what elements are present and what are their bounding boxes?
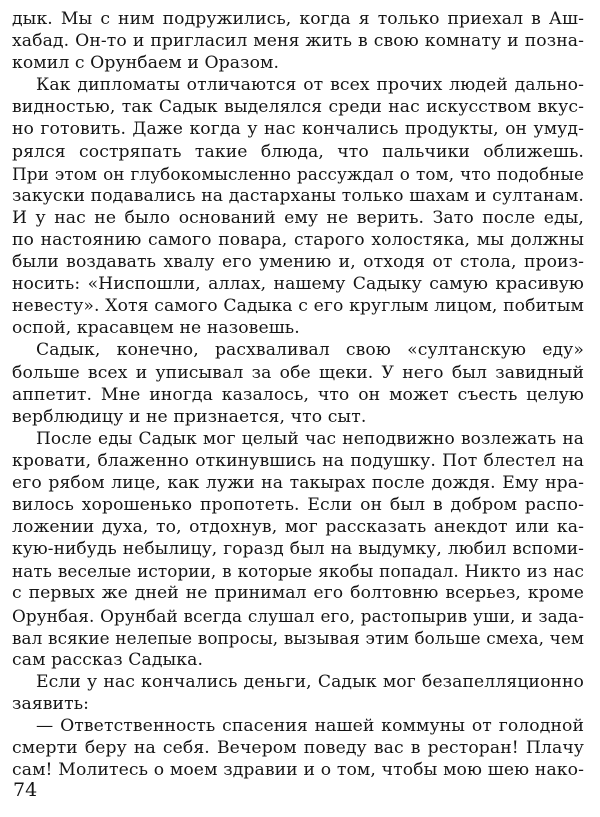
- page-number: 74: [13, 779, 38, 801]
- text-line: больше всех и уписывал за обе щеки. У него был завидный: [12, 362, 584, 383]
- text-line: кровати, блаженно откинувшись на подушку. Пот блестел на: [12, 450, 584, 471]
- paragraph-5: [12, 671, 584, 715]
- text-line: заявить:: [12, 693, 90, 714]
- text-line: носить: «Ниспошли, аллах, нашему Садыку самую красивую: [12, 274, 584, 295]
- text-line: нать веселые истории, в которые якобы попадал. Никто из нас: [12, 561, 584, 582]
- paragraph-6: [12, 715, 584, 781]
- text-line: ложении духа, то, отдохнув, мог рассказать анекдот или ка-: [12, 517, 584, 538]
- text-line: аппетит. Мне иногда казалось, что он может съесть целую: [12, 384, 584, 405]
- paragraph-4: [12, 428, 584, 671]
- text-line: Орунбая. Орунбай всегда слушал его, растопырив уши, и зада-: [12, 605, 584, 626]
- text-line: оспой, красавцем не назовешь.: [12, 318, 300, 339]
- text-line: закуски подавались на дастарханы только шахам и султанам.: [12, 185, 584, 206]
- text-line: верблюдицу и не признается, что сыт.: [12, 406, 367, 427]
- text-line: хабад. Он-то и пригласил меня жить в свою комнату и позна-: [12, 31, 584, 52]
- text-line: комил с Орунбаем и Оразом.: [12, 53, 280, 74]
- text-line: Если у нас кончались деньги, Садык мог безапелляционно: [36, 671, 584, 692]
- text-line: сам рассказ Садыка.: [12, 649, 204, 670]
- text-line: И у нас не было оснований ему не верить. Зато после еды,: [12, 207, 584, 228]
- text-line: Как дипломаты отличаются от всех прочих людей дально-: [36, 75, 584, 96]
- text-line: сам! Молитесь о моем здравии и о том, чтобы мою шею нако-: [12, 760, 584, 781]
- text-line: дык. Мы с ним подружились, когда я только приехал в Аш-: [12, 9, 584, 29]
- text-line: видностью, так Садык выделялся среди нас искусством вкус-: [12, 97, 584, 118]
- text-line: После еды Садык мог целый час неподвижно возлежать на: [36, 428, 584, 449]
- text-line: вал всякие нелепые вопросы, вызывая этим больше смеха, чем: [12, 627, 584, 648]
- paragraph-3: [12, 339, 584, 427]
- text-line: были воздавать хвалу его умению и, отходя от стола, произ-: [12, 252, 584, 273]
- text-line: его рябом лице, как лужи на такырах после дождя. Ему нра-: [12, 472, 584, 493]
- paragraph-2: [12, 74, 584, 339]
- text-line: вилось хорошенько пропотеть. Если он был в добром распо-: [12, 495, 584, 516]
- text-line: кую-нибудь небылицу, горазд был на выдумку, любил вспоми-: [12, 539, 584, 560]
- page-text: [12, 8, 584, 781]
- text-line: рялся состряпать такие блюда, что пальчики оближешь.: [12, 141, 584, 162]
- text-line: но готовить. Даже когда у нас кончались продукты, он умуд-: [12, 119, 584, 140]
- text-line: по настоянию самого повара, старого холостяка, мы должны: [12, 229, 584, 250]
- text-line: смерти беру на себя. Вечером поведу вас в ресторан! Плачу: [12, 738, 584, 759]
- text-line: При этом он глубокомысленно рассуждал о том, что подобные: [12, 163, 584, 184]
- text-line: — Ответственность спасения нашей коммуны от голодной: [36, 716, 584, 736]
- paragraph-1: [12, 8, 584, 74]
- text-line: невесту». Хотя самого Садыка с его круглым лицом, побитым: [12, 296, 584, 317]
- text-line: с первых же дней не принимал его болтовню всерьез, кроме: [12, 583, 584, 604]
- text-line: Садык, конечно, расхваливал свою «султанскую еду»: [36, 340, 584, 361]
